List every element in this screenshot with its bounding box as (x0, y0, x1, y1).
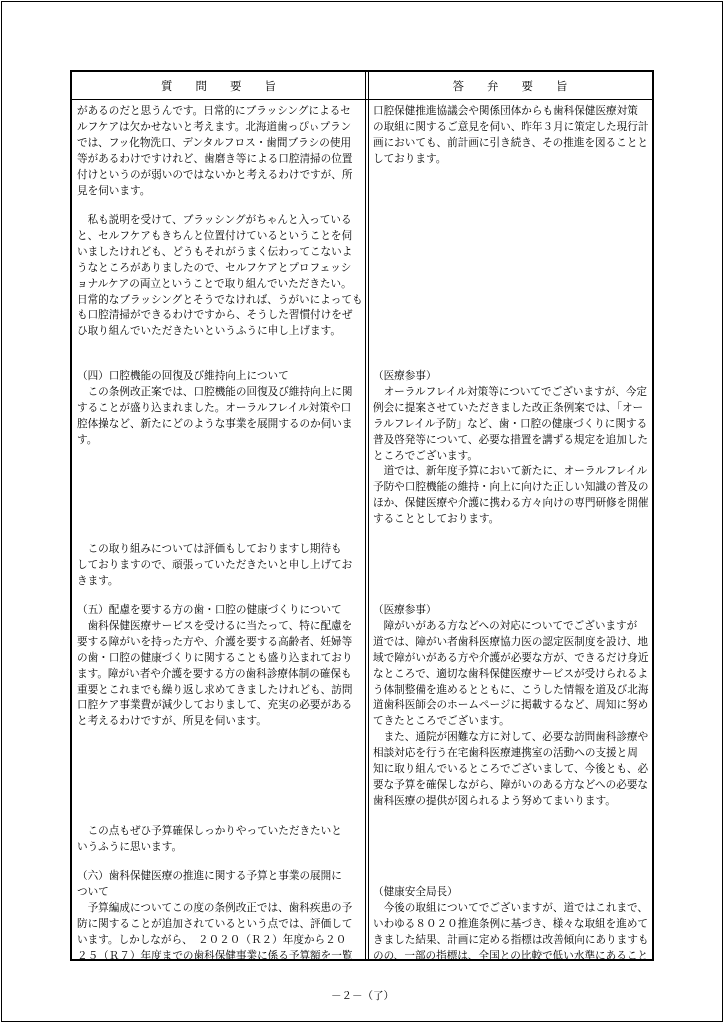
answer-block-1: 口腔保健推進協議会や関係団体からも歯科保健医療対策 の取組に関するご意見を伺い、昨年３月に策定した現行計 画においても、前計画に引き続き、その推進を図ることと しております。 (373, 105, 649, 165)
column-divider (365, 72, 366, 959)
page-number: －２－（了） (331, 990, 394, 1002)
answer-block-3: （医療参事） 障がいがある方などへの対応についてでございますが 道では、障がい者歯科医療協力医の認定医制度を設け、地 域で障がいがある方や介護が必要な方が、できるだけ身近 なところで、適切な歯科保健医療サービスが受けられるよ う体制整備を進めるとともに、こうした情報を道及び北海 道歯科医師会のホームページに掲載するなど、周知に努め てきたところでございます。 また、通院が困難な方に対して、必要な訪問歯科診療や 相談対応を行う在宅歯科医療連携室の活動への支援と周 知に取り組んでいるところでございまして、今後とも、必 要な予算を確保しながら、障がいのある方などへの必要な 歯科医療の提供が図られるよう努めてまいります。 (373, 604, 649, 807)
question-block-3: （四）口腔機能の回復及び維持向上について この条例改正案では、口腔機能の回復及び維持向上に関 することが盛り込まれました。オーラルフレイル対策や口 腔体操など、新たにどのような事業を展開するのか伺いま す。 (77, 370, 353, 446)
question-block-5: （五）配慮を要する方の歯・口腔の健康づくりについて 歯科保健医療サービスを受けるに当たって、特に配慮を 要する障がいを持った方や、介護を要する高齢者、妊婦等 の歯・口腔の健康づくりに関することも盛り込まれており ます。障がい者や介護を要する方の歯科診療体制の確保も 重要とこれまでも繰り返し求めてきましたけれども、訪問 口腔ケア事業費が減少しておりまして、充実の必要がある と考えるわけですが、所見を伺います。 (77, 604, 353, 728)
column-divider-inner (368, 72, 369, 959)
question-block-6: この点もぜひ予算確保しっかりやっていただきたいと いうふうに思います。 (77, 825, 342, 853)
header-divider (72, 99, 652, 100)
answer-block-4: （健康安全局長） 今後の取組についてでございますが、道ではこれまで、 いわゆる８０２０推進条例に基づき、様々な取組を進めて きました結果、計画に定める指標は改善傾向にありますも のの、一部の指標は、全国との比較で低い水準にあること (373, 886, 649, 962)
question-block-1: があるのだと思うんです。日常的にブラッシングによるセ ルフケアは欠かせないと考えます。北海道歯っぴぃプラン では、フッ化物洗口、デンタルフロス・歯間ブラシの使用 等があるわけですけれど、歯磨き等による口腔清掃の位置 付けというのが弱いのではないかと考えるわけですが、所 見を伺います。 (77, 105, 353, 197)
question-block-2: 私も説明を受けて、ブラッシングがちゃんと入っている と、セルフケアもきちんと位置付けているということを伺 いましたけれども、どうもそれがうまく伝わってこないよ うなところがありましたので、セルフケアとプロフェッシ ョナルケアの両立ということで取り組んでいただきたい。 日常的なブラッシングとそうでなければ、うがいによっても も口腔清掃ができるわけですから、そうした習慣付けをぜ ひ取り組んでいただきたいというふうに申し上げます。 (77, 214, 363, 338)
answer-column-header: 答 弁 要 旨 (452, 79, 568, 93)
question-block-4: この取り組みについては評価もしておりますし期待も しておりますので、頑張っていただきたいと申し上げてお きます。 (77, 543, 353, 587)
answer-block-2: （医療参事） オーラルフレイル対策等についてでございますが、今定 例会に提案させていただきました改正条例案では、「オー ラルフレイル予防」など、歯・口腔の健康づくりに関する 普及啓発等について、必要な措置を講ずる規定を追加した ところでございます。 道では、新年度予算において新たに、オーラルフレイル 予防や口腔機能の維持・向上に向けた正しい知識の普及の ほか、保健医療や介護に携わる方々向けの専門研修を開催 することとしております。 (373, 370, 649, 526)
question-column-header: 質 問 要 旨 (161, 79, 276, 93)
question-block-7: （六）歯科保健医療の推進に関する予算と事業の展開に ついて 予算編成についてこの度の条例改正では、歯科疾患の予 防に関することが追加されているという点では、評価して います。しかしながら、 ２０２０（Ｒ２）年度から２０ ２５（Ｒ７）年度までの歯科保健事業に係る予算額を一覧 (77, 870, 353, 962)
qa-table (70, 70, 654, 961)
